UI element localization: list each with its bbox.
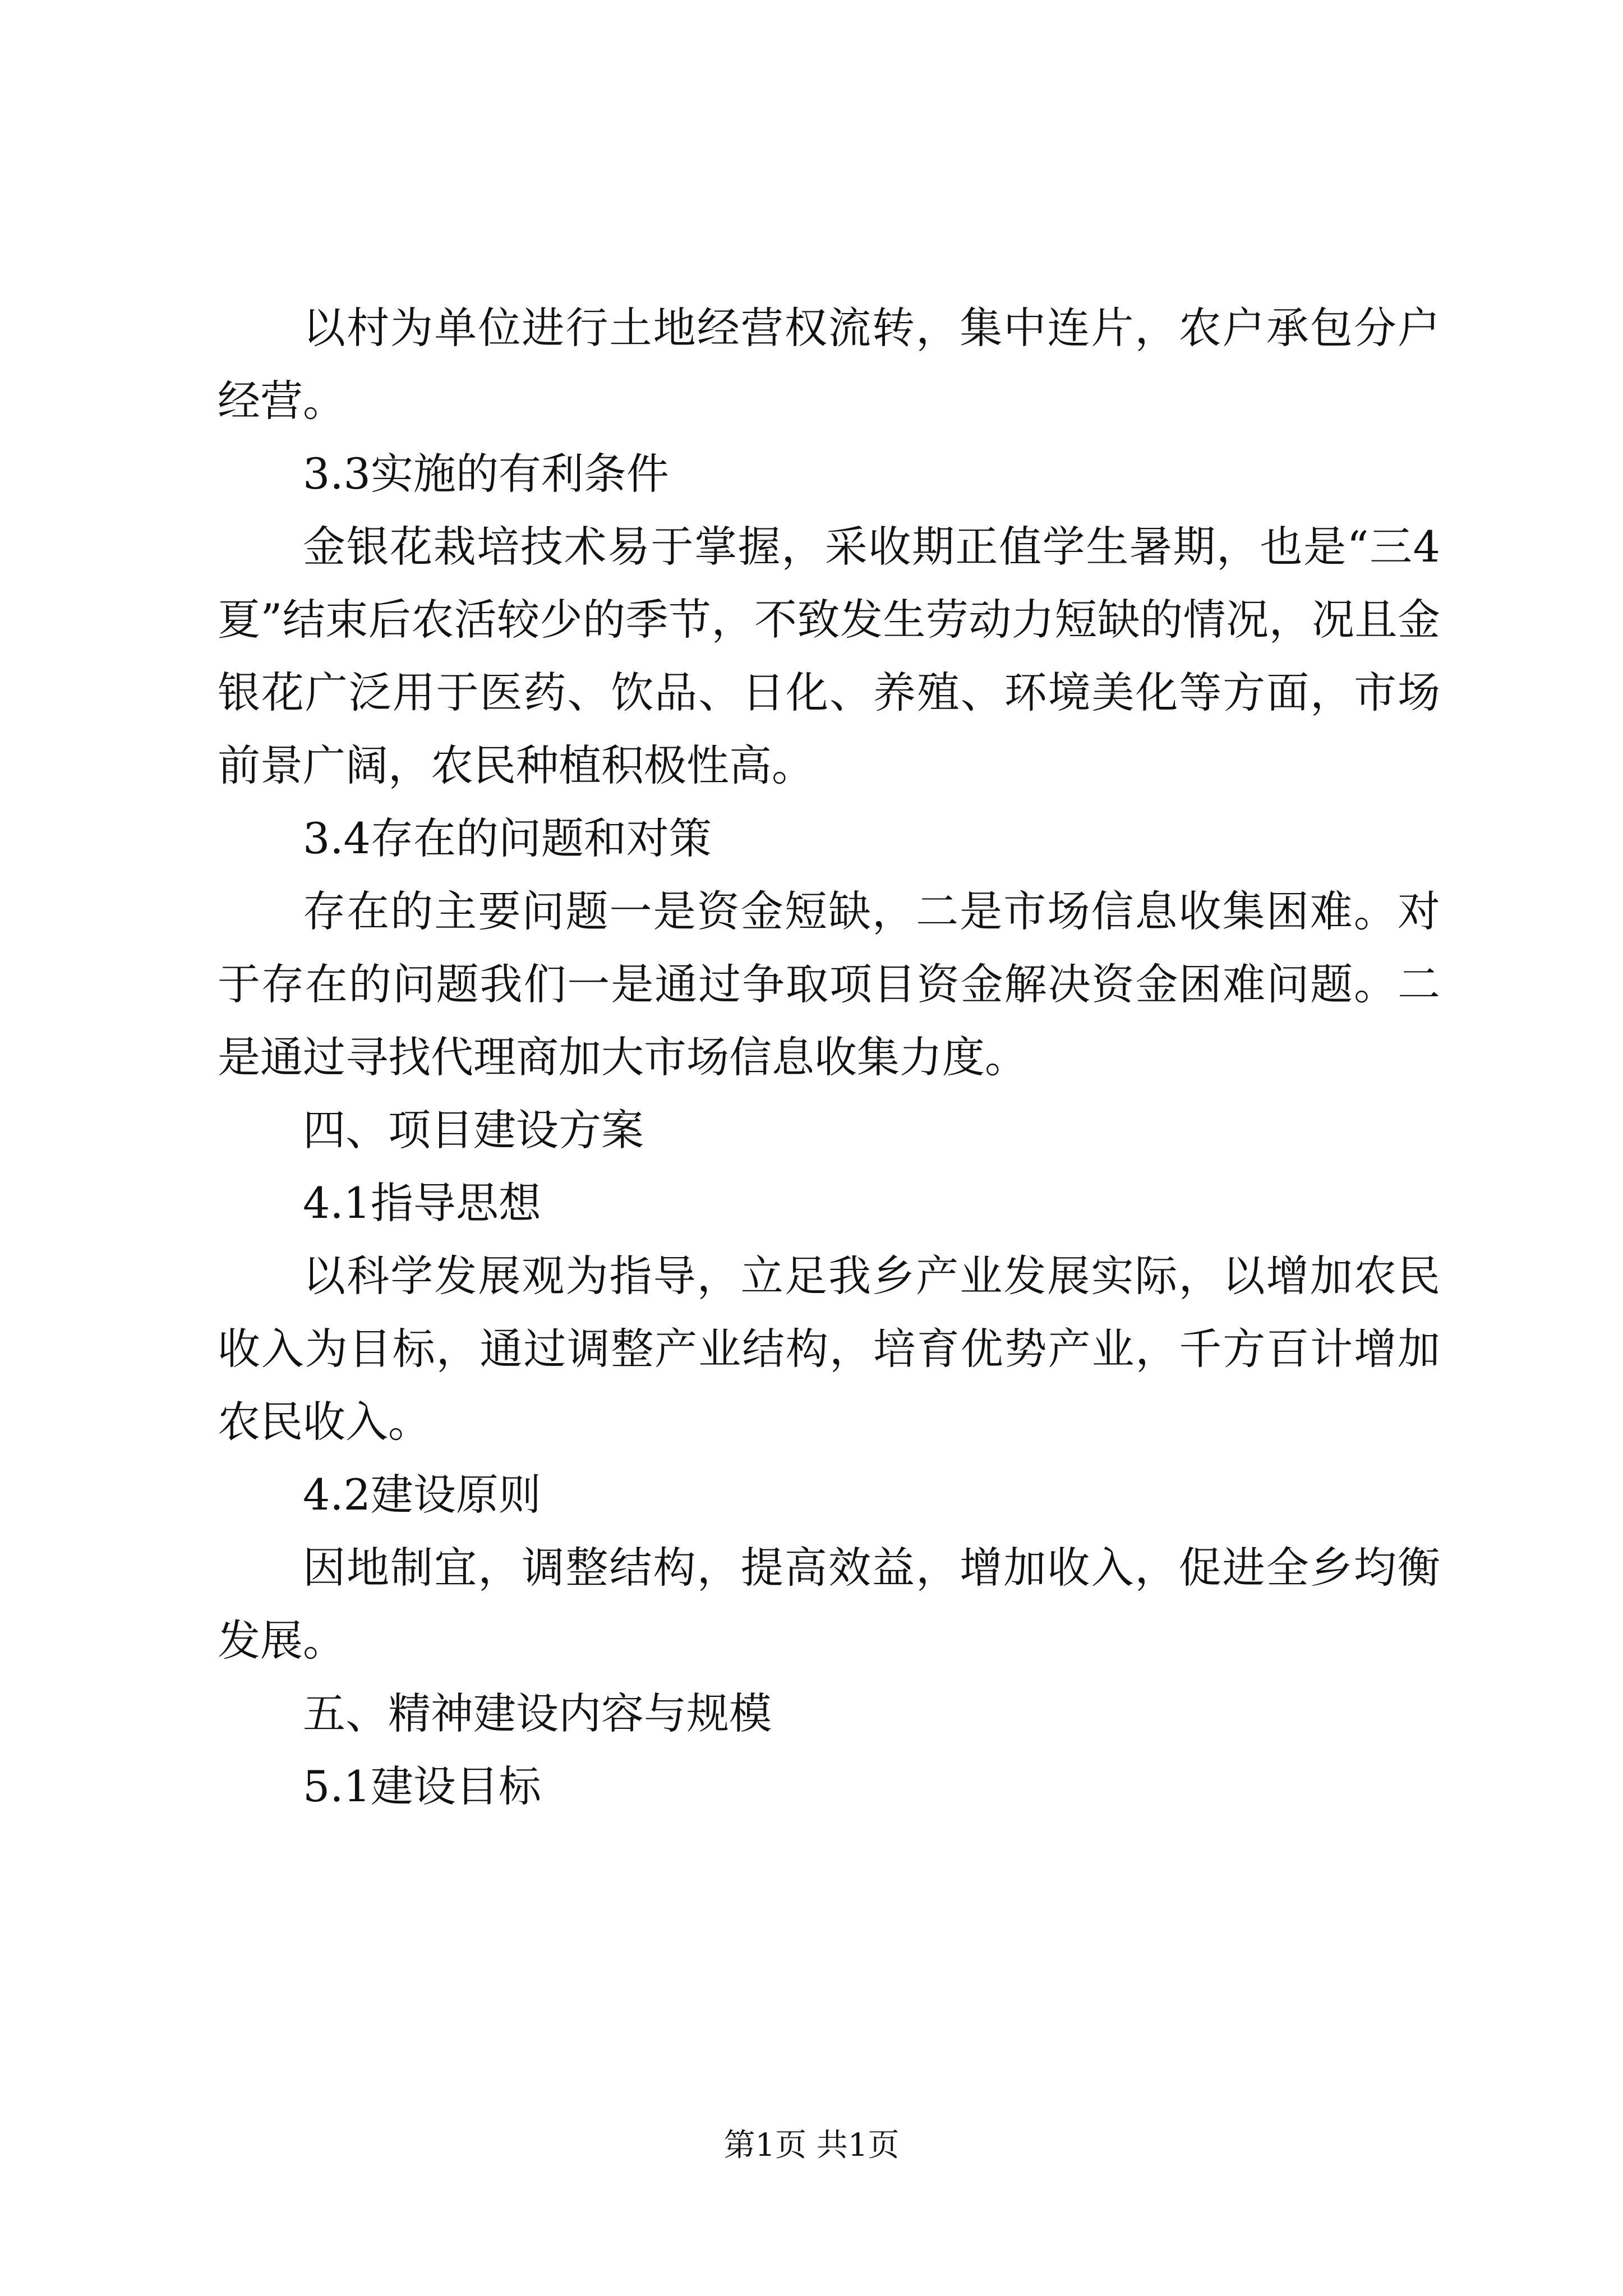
heading-5-1-construction-goal: 5.1建设目标: [303, 1761, 541, 1811]
document-body: [218, 292, 1440, 1823]
heading-3-4-problems-and-countermeasures: 3.4存在的问题和对策: [303, 813, 712, 863]
heading-3-3-favorable-conditions: 3.3实施的有利条件: [303, 449, 669, 499]
paragraph-land-transfer: 以村为单位进行土地经营权流转，集中连片，农户承包分户经营。: [218, 303, 1440, 426]
page-footer: 第1页 共1页: [723, 2127, 900, 2164]
paragraph-construction-principles: 因地制宜，调整结构，提高效益，增加收入，促进全乡均衡发展。: [218, 1543, 1440, 1665]
heading-5-content-and-scale: 五、精神建设内容与规模: [303, 1688, 772, 1738]
paragraph-problems-and-measures: 存在的主要问题一是资金短缺，二是市场信息收集困难。对于存在的问题我们一是通过争取项目资金解决资金困难问题。二是通过寻找代理商加大市场信息收集力度。: [218, 886, 1440, 1082]
heading-4-2-construction-principles: 4.2建设原则: [303, 1470, 541, 1520]
heading-4-1-guiding-ideology: 4.1指导思想: [303, 1178, 541, 1228]
heading-4-project-plan: 四、项目建设方案: [303, 1105, 644, 1155]
paragraph-guiding-ideology: 以科学发展观为指导，立足我乡产业发展实际，以增加农民收入为目标，通过调整产业结构，培育优势产业，千方百计增加农民收入。: [218, 1251, 1440, 1447]
paragraph-honeysuckle-advantages: 金银花栽培技术易于掌握，采收期正值学生暑期，也是“三4夏”结束后农活较少的季节，不致发生劳动力短缺的情况，况且金银花广泛用于医药、饮品、日化、养殖、环境美化等方面，市场前景广阔，农民种植积极性高。: [218, 522, 1440, 790]
